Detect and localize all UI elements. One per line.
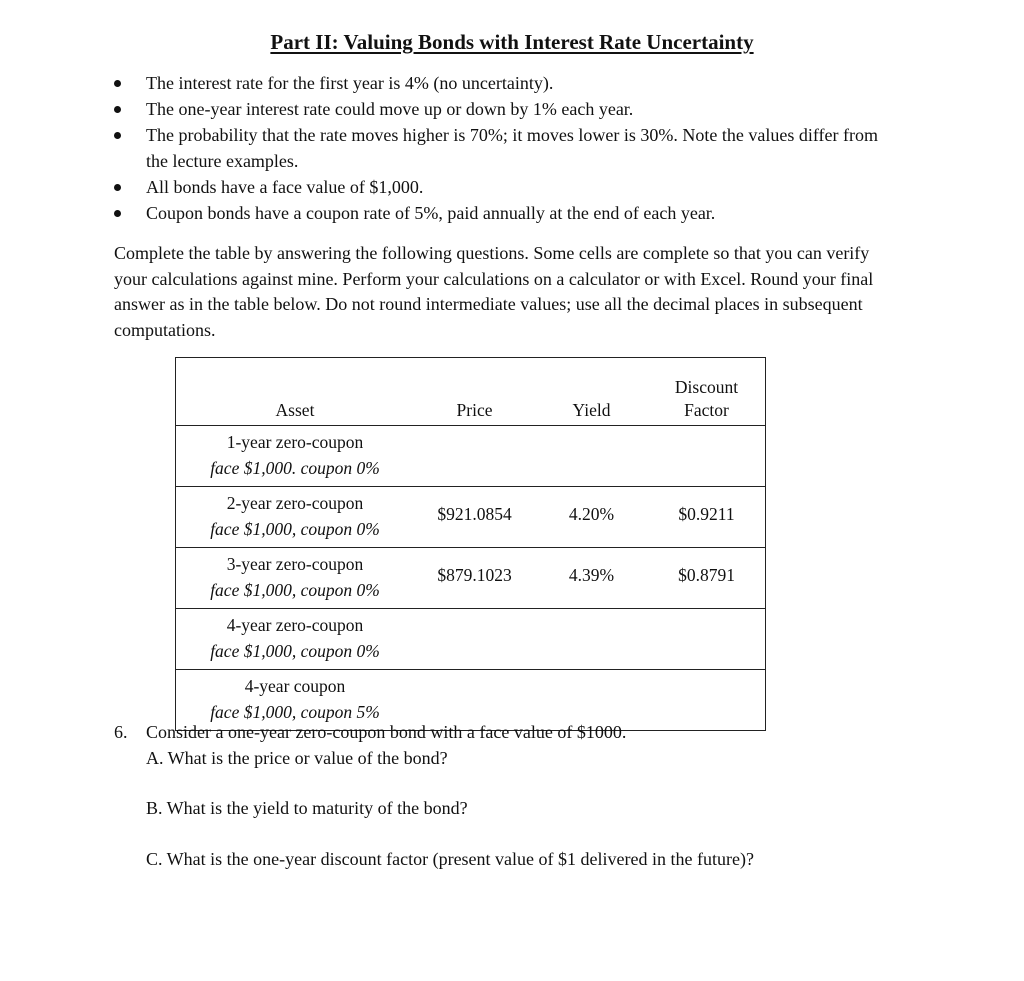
- bullet-icon: [114, 184, 121, 191]
- asset-name: 4-year coupon: [244, 676, 346, 696]
- bullet-icon: [114, 132, 121, 139]
- discount-factor-header-line1: Discount: [674, 377, 739, 397]
- yield-cell: 4.20%: [535, 487, 648, 548]
- bullet-icon: [114, 106, 121, 113]
- table-row: [176, 426, 766, 487]
- table-row: [176, 487, 766, 548]
- question-number: 6.: [114, 722, 128, 742]
- bullet-item: [0, 96, 886, 122]
- yield-cell: [535, 426, 648, 487]
- bullet-text: The one-year interest rate could move up or down by 1% each year.: [146, 99, 634, 119]
- yield-cell: 4.39%: [535, 548, 648, 609]
- bullet-text: The interest rate for the first year is 4% (no uncertainty).: [146, 73, 554, 93]
- asset-name: 4-year zero-coupon: [226, 615, 364, 635]
- price-cell: [414, 609, 535, 670]
- asset-name: 1-year zero-coupon: [226, 432, 364, 452]
- discount-factor-cell: [648, 609, 766, 670]
- asset-terms: face $1,000. coupon 0%: [210, 458, 380, 478]
- asset-cell: [176, 548, 415, 609]
- table-row: [176, 548, 766, 609]
- instructions-paragraph: Complete the table by answering the following questions. Some cells are complete so that you can verify your calculations against mine. Perform your calculations on a calculator or with Excel. Round your final answer as in the table below. Do not round intermediate values; use all the decimal places in subsequent computations.: [114, 243, 874, 340]
- table-header-row: [176, 358, 766, 426]
- bond-valuation-table: [175, 357, 766, 731]
- discount-factor-header-line2: Factor: [684, 400, 729, 420]
- bullet-text: All bonds have a face value of $1,000.: [146, 177, 424, 197]
- asset-terms: face $1,000, coupon 5%: [210, 702, 380, 722]
- bullet-icon: [114, 80, 121, 87]
- asset-cell: [176, 426, 415, 487]
- asset-name: 3-year zero-coupon: [226, 554, 364, 574]
- asset-column-header: Asset: [176, 358, 415, 426]
- table-row: [176, 609, 766, 670]
- asset-name: 2-year zero-coupon: [226, 493, 364, 513]
- bullet-text: Coupon bonds have a coupon rate of 5%, paid annually at the end of each year.: [146, 203, 716, 223]
- asset-cell: [176, 487, 415, 548]
- bullet-item: [0, 70, 886, 96]
- discount-factor-column-header: [648, 358, 766, 426]
- bullet-item: [0, 200, 886, 226]
- question-block: [114, 722, 904, 892]
- price-cell: $921.0854: [414, 487, 535, 548]
- discount-factor-cell: [648, 426, 766, 487]
- bullet-item: [0, 174, 886, 200]
- asset-terms: face $1,000, coupon 0%: [210, 519, 380, 539]
- bullet-text: The probability that the rate moves higher is 70%; it moves lower is 30%. Note the values differ from the lecture examples.: [146, 125, 878, 171]
- yield-cell: [535, 609, 648, 670]
- discount-factor-cell: $0.8791: [648, 548, 766, 609]
- question-part-b: B. What is the yield to maturity of the bond?: [146, 798, 468, 818]
- page-title: Part II: Valuing Bonds with Interest Rate Uncertainty: [270, 30, 754, 54]
- asset-terms: face $1,000, coupon 0%: [210, 641, 380, 661]
- bullet-item: [0, 122, 886, 174]
- question-text: Consider a one-year zero-coupon bond with a face value of $1000.: [146, 722, 627, 742]
- discount-factor-cell: $0.9211: [648, 487, 766, 548]
- yield-column-header: Yield: [535, 358, 648, 426]
- assumption-list: [0, 70, 1024, 226]
- asset-terms: face $1,000, coupon 0%: [210, 580, 380, 600]
- question-part-a: A. What is the price or value of the bond?: [146, 748, 448, 768]
- price-column-header: Price: [414, 358, 535, 426]
- asset-cell: [176, 609, 415, 670]
- question-part-c: C. What is the one-year discount factor (present value of $1 delivered in the future)?: [146, 849, 754, 869]
- bullet-icon: [114, 210, 121, 217]
- price-cell: [414, 426, 535, 487]
- price-cell: $879.1023: [414, 548, 535, 609]
